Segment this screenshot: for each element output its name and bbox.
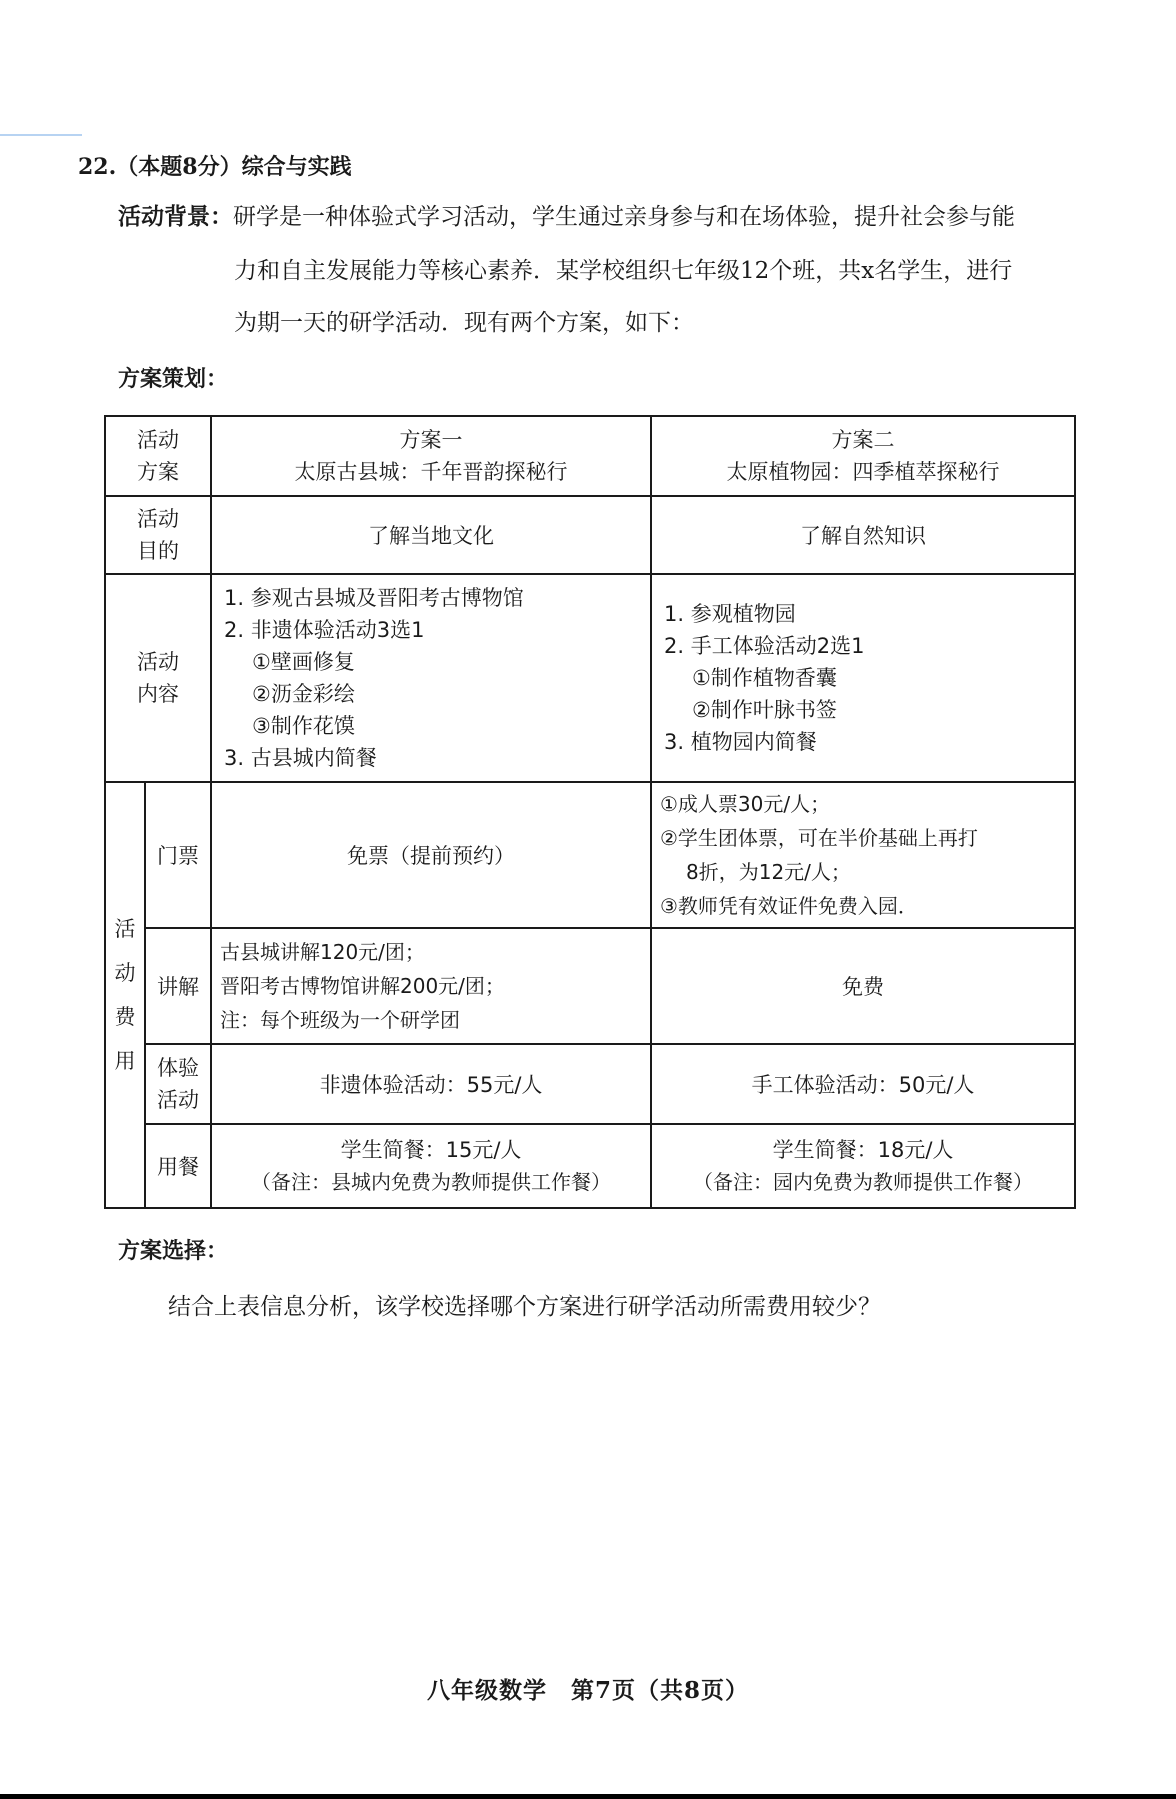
choice-section-label: 方案选择： (118, 1238, 229, 1264)
list-item: 3. 古县城内简餐 (224, 746, 377, 770)
label-purpose (105, 496, 211, 574)
plan2-meal (651, 1124, 1075, 1208)
plan2-content (651, 574, 1075, 782)
plan1-header (211, 416, 651, 496)
list-item: 1. 参观植物园 (664, 602, 796, 626)
table-row-activity-plan (105, 416, 1075, 496)
label-line: 体验 (157, 1056, 199, 1080)
background-line-2: 力和自主发展能力等核心素养．某学校组织七年级12个班，共x名学生，进行 (234, 258, 1013, 284)
question-title: 22.（本题8分）综合与实践 (78, 154, 352, 180)
background-line-3: 为期一天的研学活动．现有两个方案，如下： (234, 310, 694, 336)
list-item: ②沥金彩绘 (252, 682, 355, 706)
fee-line: 注：每个班级为一个研学团 (220, 1008, 460, 1032)
label-activity-plan (105, 416, 211, 496)
list-item: ②制作叶脉书签 (692, 698, 837, 722)
plan2-guide: 免费 (651, 928, 1075, 1044)
meal-note: （备注：县城内免费为教师提供工作餐） (251, 1170, 611, 1194)
label-line: 活动 (137, 507, 179, 531)
corner-mark (0, 134, 82, 136)
list-item: ①壁画修复 (252, 650, 355, 674)
label-guide: 讲解 (145, 928, 211, 1044)
meal-note: （备注：园内免费为教师提供工作餐） (693, 1170, 1033, 1194)
table-row-purpose (105, 496, 1075, 574)
list-item: ③制作花馍 (252, 714, 355, 738)
label-line: 目的 (137, 539, 179, 563)
plan2-ticket (651, 782, 1075, 928)
list-item: 2. 非遗体验活动3选1 (224, 618, 425, 642)
plan1-purpose: 了解当地文化 (211, 496, 651, 574)
background-line-1 (118, 194, 1015, 240)
plan1-subtitle: 太原古县城：千年晋韵探秘行 (294, 460, 568, 484)
label-line: 方案 (137, 460, 179, 484)
label-char: 费 (114, 1005, 136, 1029)
plan2-subtitle: 太原植物园：四季植萃探秘行 (726, 460, 1000, 484)
fee-line: ②学生团体票，可在半价基础上再打 (660, 826, 978, 850)
fee-line: ③教师凭有效证件免费入园． (660, 894, 918, 918)
plan2-header (651, 416, 1075, 496)
table-row-content (105, 574, 1075, 782)
plan2-experience: 手工体验活动：50元/人 (651, 1044, 1075, 1124)
list-item: ①制作植物香囊 (692, 666, 837, 690)
plan1-title: 方案一 (399, 428, 463, 452)
plan2-title: 方案二 (831, 428, 895, 452)
fee-line: ①成人票30元/人； (660, 792, 831, 816)
plan1-guide (211, 928, 651, 1044)
fee-line: 8折，为12元/人； (686, 860, 851, 884)
fee-line: 晋阳考古博物馆讲解200元/团； (220, 974, 505, 998)
label-content (105, 574, 211, 782)
list-item: 2. 手工体验活动2选1 (664, 634, 865, 658)
cost-group-label (105, 782, 145, 1208)
fee-line: 古县城讲解120元/团； (220, 940, 425, 964)
label-line: 活动 (157, 1088, 199, 1112)
table-row-meal (105, 1124, 1075, 1208)
choice-question: 结合上表信息分析，该学校选择哪个方案进行研学活动所需费用较少？ (168, 1294, 881, 1320)
label-char: 用 (114, 1049, 136, 1073)
label-line: 活动 (137, 650, 179, 674)
label-char: 动 (114, 961, 136, 985)
meal-line: 学生简餐：18元/人 (772, 1138, 954, 1162)
meal-line: 学生简餐：15元/人 (340, 1138, 522, 1162)
plan1-content (211, 574, 651, 782)
background-text-1: 研学是一种体验式学习活动，学生通过亲身参与和在场体验，提升社会参与能 (233, 204, 1015, 230)
bottom-rule (0, 1794, 1176, 1799)
label-ticket: 门票 (145, 782, 211, 928)
list-item: 1. 参观古县城及晋阳考古博物馆 (224, 586, 524, 610)
label-line: 活动 (137, 428, 179, 452)
background-label: 活动背景： (118, 203, 233, 230)
plan1-experience: 非遗体验活动：55元/人 (211, 1044, 651, 1124)
label-meal: 用餐 (145, 1124, 211, 1208)
plan1-meal (211, 1124, 651, 1208)
table-row-experience (105, 1044, 1075, 1124)
plan-section-label: 方案策划： (118, 366, 229, 392)
list-item: 3. 植物园内简餐 (664, 730, 817, 754)
label-experience (145, 1044, 211, 1124)
plan-table (104, 415, 1076, 1209)
plan2-purpose: 了解自然知识 (651, 496, 1075, 574)
label-char: 活 (114, 917, 136, 941)
table-row-ticket (105, 782, 1075, 928)
plan1-ticket: 免票（提前预约） (211, 782, 651, 928)
page-footer: 八年级数学 第7页（共8页） (426, 1677, 749, 1704)
table-row-guide (105, 928, 1075, 1044)
label-line: 内容 (137, 682, 179, 706)
